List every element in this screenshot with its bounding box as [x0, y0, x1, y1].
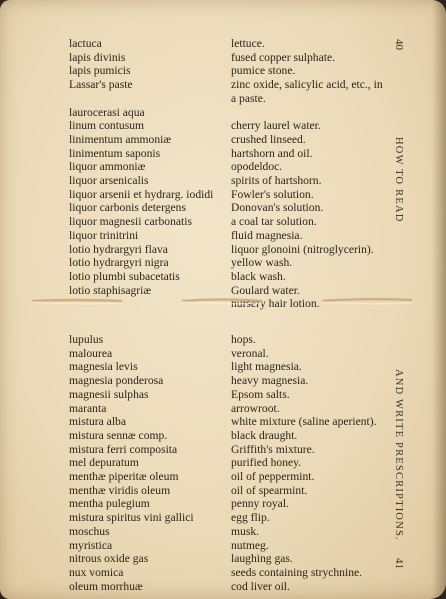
- english-meaning: purified honey.: [231, 456, 302, 470]
- paragraph-gap: [69, 92, 234, 106]
- english-meaning: lettuce.: [231, 37, 265, 50]
- latin-term: lotio hydrargyri flava: [69, 242, 168, 256]
- english-meaning: hartshorn and oil.: [231, 146, 313, 160]
- latin-term: menthæ piperitæ oleum: [69, 470, 179, 484]
- bottom-english-column: [231, 333, 396, 593]
- page-number-top: 40: [393, 39, 405, 50]
- english-meaning: nutmeg.: [231, 538, 269, 552]
- english-meaning: Fowler's solution.: [231, 187, 314, 201]
- english-meaning: hops.: [231, 333, 256, 346]
- english-meaning: Epsom salts.: [231, 387, 290, 401]
- english-meaning: seeds containing strychnine.: [231, 565, 363, 579]
- latin-term: lapis pumicis: [69, 64, 131, 78]
- latin-term: lotio staphisagriæ: [69, 283, 152, 297]
- latin-term: mentha pulegium: [69, 497, 150, 511]
- paragraph-gap: [231, 106, 396, 120]
- latin-term: liquor carbonis detergens: [69, 201, 186, 215]
- top-english-column: [231, 37, 396, 311]
- latin-term: lupulus: [69, 333, 104, 346]
- latin-term: laurocerasi aqua: [69, 105, 145, 119]
- english-meaning: crushed linseed.: [231, 132, 306, 146]
- english-meaning: black draught.: [231, 428, 298, 442]
- latin-term: maranta: [69, 401, 107, 415]
- english-meaning: fused copper sulphate.: [231, 50, 335, 64]
- latin-term: magnesia levis: [69, 360, 138, 374]
- latin-term: liquor trinitrini: [69, 228, 139, 242]
- english-meaning: heavy magnesia.: [231, 374, 309, 388]
- latin-term: malourea: [69, 346, 113, 360]
- latin-term: nux vomica: [69, 565, 124, 579]
- english-meaning: cherry laurel water.: [231, 119, 321, 133]
- english-meaning: arrowroot.: [231, 401, 280, 415]
- latin-term: linimentum ammoniæ: [69, 132, 172, 146]
- english-meaning: cod liver oil.: [231, 579, 290, 593]
- latin-term: linum contusum: [69, 119, 145, 133]
- english-meaning: opodeldoc.: [231, 160, 283, 174]
- latin-term: moschus: [69, 524, 110, 538]
- page-fold: [12, 294, 432, 308]
- english-meaning: light magnesia.: [231, 360, 302, 374]
- english-meaning: musk.: [231, 524, 260, 538]
- english-meaning: white mixture (saline aperient).: [231, 415, 377, 429]
- english-meaning: penny royal.: [231, 497, 289, 511]
- english-meaning: a paste.: [231, 91, 266, 105]
- latin-term: lapis divinis: [69, 50, 126, 64]
- latin-term: mistura spiritus vini gallici: [69, 511, 194, 525]
- bottom-latin-column: [69, 333, 234, 593]
- latin-term: mel depuratum: [69, 456, 139, 470]
- latin-term: lotio plumbi subacetatis: [69, 269, 180, 283]
- english-meaning: Griffith's mixture.: [231, 442, 315, 456]
- english-meaning: laughing gas.: [231, 552, 293, 566]
- latin-term: nitrous oxide gas: [69, 552, 149, 566]
- english-meaning: fluid magnesia.: [231, 228, 303, 242]
- bottom-page-entries: [0, 333, 446, 593]
- latin-term: magnesii sulphas: [69, 387, 149, 401]
- english-meaning: egg flip.: [231, 511, 270, 525]
- english-meaning: nursery hair lotion.: [231, 297, 320, 311]
- english-meaning: liquor glonoini (nitroglycerin).: [231, 242, 374, 256]
- latin-term: lotio hydrargyri nigra: [69, 256, 169, 270]
- latin-term: liquor magnesii carbonatis: [69, 215, 192, 229]
- running-head-top: HOW TO READ: [393, 137, 404, 223]
- latin-term: mistura alba: [69, 415, 126, 429]
- running-head-bottom: AND WRITE PRESCRIPTIONS.: [393, 369, 404, 541]
- latin-term: liquor arsenii et hydrarg. iodidi: [69, 187, 214, 201]
- latin-term: mistura sennæ comp.: [69, 428, 168, 442]
- page-number-bottom: 41: [393, 558, 405, 569]
- english-meaning: oil of peppermint.: [231, 470, 315, 484]
- english-meaning: veronal.: [231, 346, 269, 360]
- top-page-entries: [0, 37, 446, 311]
- top-latin-column: [69, 37, 234, 297]
- latin-term: oleum morrhuæ: [69, 579, 143, 593]
- english-meaning: oil of spearmint.: [231, 483, 308, 497]
- english-meaning: pumice stone.: [231, 64, 296, 78]
- latin-term: menthæ viridis oleum: [69, 483, 171, 497]
- latin-term: linimentum saponis: [69, 146, 161, 160]
- english-meaning: spirits of hartshorn.: [231, 174, 322, 188]
- latin-term: Lassar's paste: [69, 78, 133, 92]
- english-meaning: Donovan's solution.: [231, 201, 324, 215]
- latin-term: magnesia ponderosa: [69, 374, 164, 388]
- english-meaning: zinc oxide, salicylic acid, etc., in: [231, 78, 383, 92]
- latin-term: liquor arsenicalis: [69, 174, 149, 188]
- latin-term: liquor ammoniæ: [69, 160, 146, 174]
- english-meaning: black wash.: [231, 269, 286, 283]
- english-meaning: Goulard water.: [231, 283, 300, 297]
- latin-term: myristica: [69, 538, 113, 552]
- latin-term: mistura ferri composita: [69, 442, 178, 456]
- english-meaning: a coal tar solution.: [231, 215, 317, 229]
- latin-term: lactuca: [69, 37, 102, 50]
- english-meaning: yellow wash.: [231, 256, 293, 270]
